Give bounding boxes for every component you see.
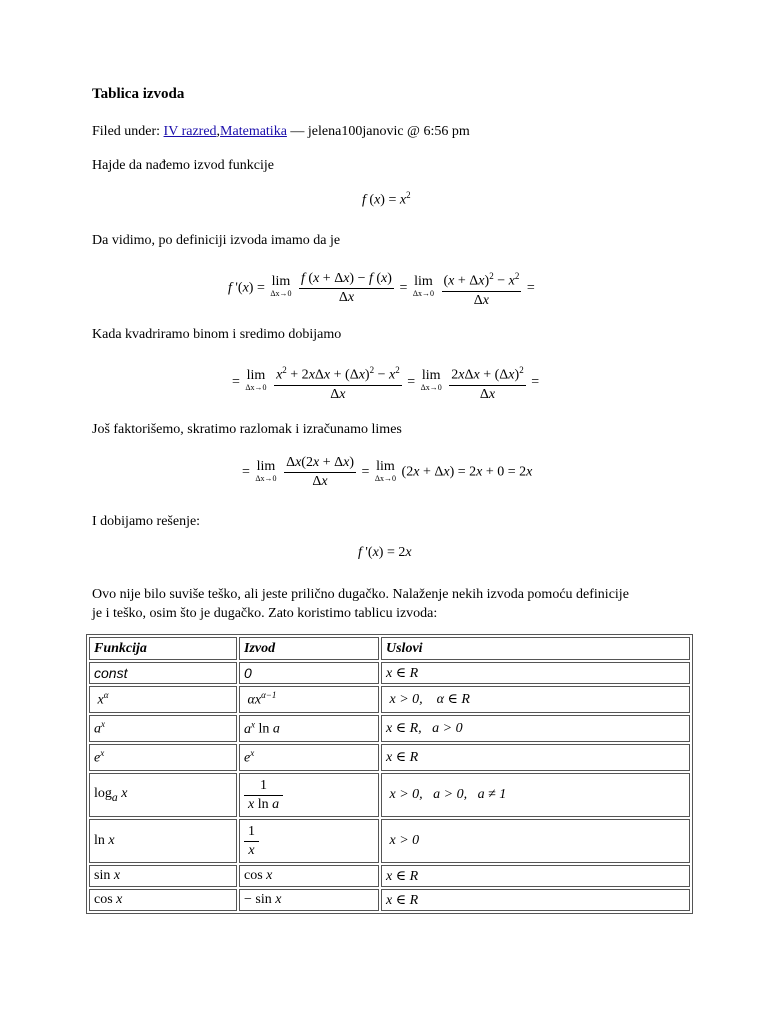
cell-derivative: $\frac{1}{\text{x ln a}}$ bbox=[239, 773, 379, 817]
cell-function: cos x bbox=[89, 889, 237, 911]
table-row bbox=[89, 819, 690, 863]
table-row bbox=[89, 744, 690, 771]
table-row bbox=[89, 889, 690, 911]
equation-result: f '(x) = 2x bbox=[358, 545, 412, 560]
cell-function: const bbox=[89, 662, 237, 684]
cell-condition: x ∈ R, a > 0 bbox=[381, 715, 690, 742]
conclusion-line-2: je i teško, osim što je dugačko. Zato koristimo tablicu izvoda: bbox=[92, 606, 438, 621]
cell-function: $\log_a x$ bbox=[89, 773, 237, 817]
filed-sep: , bbox=[216, 124, 221, 139]
category-link-iv-razred[interactable]: IV razred bbox=[163, 124, 217, 139]
filed-under-line bbox=[92, 122, 470, 141]
cell-derivative: 0 bbox=[239, 662, 379, 684]
cell-function: $e^x$ bbox=[89, 744, 237, 771]
table-row bbox=[89, 662, 690, 684]
table-row bbox=[89, 865, 690, 887]
equation-limit: = lim Δx→0 $\frac{\Delta x(2x + \Delta x)}{\Delta x}$ = lim Δx→0 (2x + Δx) = 2x + 0 = 2x bbox=[242, 455, 533, 489]
filed-prefix: Filed under: bbox=[92, 124, 164, 139]
cell-function: sin x bbox=[89, 865, 237, 887]
equation-definition: f '(x) = lim Δx→0 $\frac{f (x + \Delta x) - f (x)}{\Delta x}$ = lim Δx→0 $\frac{(x + \Delta x)^2 - x^2}{\Delta x}$ = bbox=[228, 267, 535, 310]
paragraph-intro: Hajde da nađemo izvod funkcije bbox=[92, 158, 274, 173]
cell-function: $x^\alpha$ bbox=[89, 686, 237, 713]
filed-suffix: — jelena100janovic @ 6:56 pm bbox=[286, 124, 470, 139]
table-row bbox=[89, 715, 690, 742]
cell-condition: x ∈ R bbox=[381, 865, 690, 887]
paragraph-square: Kada kvadriramo binom i sredimo dobijamo bbox=[92, 327, 342, 342]
cell-derivative: $\alpha x^{\alpha-1}$ bbox=[239, 686, 379, 713]
cell-derivative: $e^x$ bbox=[239, 744, 379, 771]
cell-derivative: $\frac{1}{x}$ bbox=[239, 819, 379, 863]
cell-condition: x ∈ R bbox=[381, 744, 690, 771]
paragraph-factor: Još faktorišemo, skratimo razlomak i izračunamo limes bbox=[92, 422, 402, 437]
category-link-matematika[interactable]: Matematika bbox=[220, 124, 287, 139]
cell-function: $a^x$ bbox=[89, 715, 237, 742]
cell-derivative: − sin x bbox=[239, 889, 379, 911]
cell-function: ln x bbox=[89, 819, 237, 863]
table-row bbox=[89, 686, 690, 713]
paragraph-definition: Da vidimo, po definiciji izvoda imamo da je bbox=[92, 233, 341, 248]
table-header-row bbox=[89, 637, 690, 660]
paragraph-conclusion bbox=[92, 585, 629, 623]
conclusion-line-1: Ovo nije bilo suviše teško, ali jeste prilično dugačko. Nalaženje nekih izvoda pomoću definicije bbox=[92, 587, 629, 602]
equation-function: f $(x) = x^2$ bbox=[362, 190, 411, 208]
cell-condition: x ∈ R bbox=[381, 889, 690, 911]
cell-derivative: $a^x$ ln a bbox=[239, 715, 379, 742]
equation-expand: = lim Δx→0 $\frac{x^2 + 2x\Delta x + (\Delta x)^2 - x^2}{\Delta x}$ = lim Δx→0 $\frac{2x\Delta x + (\Delta x)^2}{\Delta x}$ = bbox=[232, 361, 539, 404]
cell-condition: x > 0 bbox=[381, 819, 690, 863]
cell-condition: x > 0, a > 0, a ≠ 1 bbox=[381, 773, 690, 817]
cell-condition: x > 0, α ∈ R bbox=[381, 686, 690, 713]
header-uslovi: Uslovi bbox=[381, 637, 690, 660]
header-funkcija: Funkcija bbox=[89, 637, 237, 660]
cell-derivative: cos x bbox=[239, 865, 379, 887]
header-izvod: Izvod bbox=[239, 637, 379, 660]
table-row bbox=[89, 773, 690, 817]
derivative-table bbox=[86, 634, 693, 914]
paragraph-solution: I dobijamo rešenje: bbox=[92, 514, 201, 529]
cell-condition: x ∈ R bbox=[381, 662, 690, 684]
page-title: Tablica izvoda bbox=[92, 86, 185, 102]
